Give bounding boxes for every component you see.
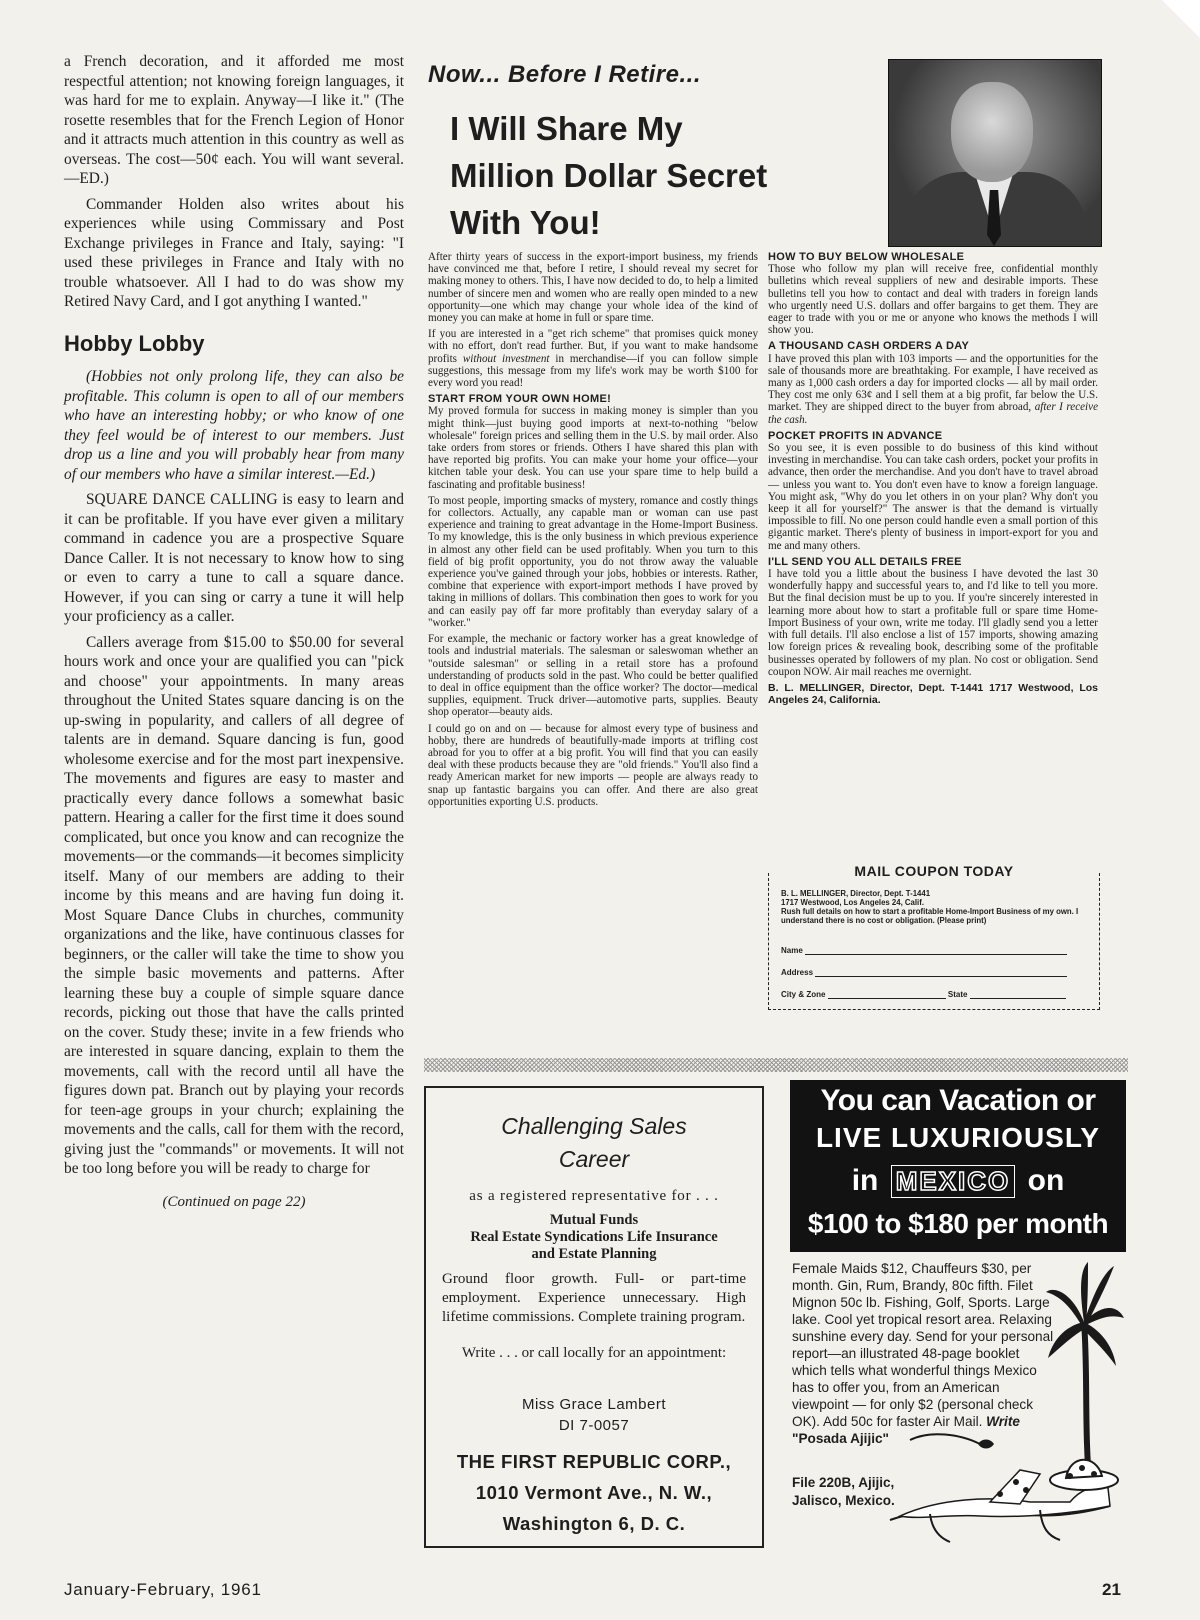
ad-paragraph: To most people, importing smacks of mystery, romance and costly things for collectors. Actually, any capable man or woman can use past experience and training to great advantage in the Home-Import Business. To my knowledge, this is the only business in which previous experience in almost any other field can be used profitably. When you turn to this field of big profit opportunity, you do not throw away the valuable experience you've gained through your jobs, hobbies or interests. Rather, combine that experience with export-import methods I have proved by taking in millions of dollars. This combination then goes to work for you and can easily pay off far more profitably than everyday salary of a "worker." [428,494,758,629]
siesta-figure-illustration [870,1410,1126,1550]
article-paragraph: a French decoration, and it afforded me most respectful attention; not knowing foreign languages, it was hard for me to explain. Anyway—I like it." (The rosette resembles that for the French Legion of Honor and it attracts much attention in this country as well as overseas. The cost—50¢ each. You will want several.—ED.) [64,53,404,187]
mexico-logo: MEXICO [891,1165,1016,1198]
sales-ad-products: Mutual Funds Real Estate Syndications Life Insurance and Estate Planning [470,1212,718,1262]
headline-line: With You! [450,204,601,241]
ad-signer: B. L. MELLINGER, Director, Dept. T-1441 1717 Westwood, Los Angeles 24, California. [768,681,1098,707]
article-column [64,52,404,1212]
article-paragraph: Callers average from $15.00 to $50.00 for several hours work and once your are qualified you can "pick and choose" your appointments. In many areas throughout the United States square dancing is on the up-swing in popularity, and callers of all degree of talents are in demand. Square dancing is fun, good wholesome exercise and for the most part inexpensive. The movements and figures are easy to master and practically every dance follows a somewhat basic pattern. Hearing a caller for the first time it does sound complicated, but once you know and can recognize the movements—or the commands—it becomes simplicity itself. Many of our members are adding to their income by this means and are having fun doing it. Most Square Dance Clubs in churches, community organizations and the like, have continuous classes for beginners, or the caller will take the time to show you the simple basic movements and patterns. After learning these buy a couple of simple square dance records, picking out those that have the calls printed on the cover. Study these; invite in a few friends who are interested in square dancing, explain to them the movements, call with the record until all have the figures down pat. Branch out by playing your records for teen-age groups in your church; explaining the movements and the calls, call for them with the record, giving just the "commands" or movements. It will not be too long before you will be ready to charge for [64,633,404,1177]
article-paragraph: SQUARE DANCE CALLING is easy to learn and it can be profitable. If you have ever given a military command in cadence you are a prospective Square Dance Caller. It is not necessary to know how to sing or even to carry a tune to call a square dance. However, if you can sing or carry a tune it will help your proficiency as a caller. [64,491,404,625]
ad-subheading: HOW TO BUY BELOW WHOLESALE [768,251,965,263]
ad-paragraph: I could go on and on — because for almost every type of business and hobby, there are hundreds of beautifully-made imports at trifling cost abroad for you to offer at a big profit. You will find that you can easily deal with these products because they are "old friends." You'll also find a ready American market for new imports — people are always ready to snap up fantastic bargains you can offer. And there are also great opportunities exporting U.S. products. [428,722,758,808]
page-number: 21 [1102,1580,1121,1599]
article-paragraph: Commander Holden also writes about his experiences while using Commissary and Post Exchange privileges in France and Italy, saying: "I used these privileges in France and Italy with no trouble whatsoever. All I had to do was show my Retired Navy Card, and I got anything I wanted." [64,195,404,310]
divider-rule [424,1058,1128,1072]
coupon-title: MAIL COUPON TODAY [846,863,1021,879]
coupon-city-field[interactable]: City & Zone State [781,989,1066,999]
sales-ad-subtitle: as a registered representative for . . . [469,1188,719,1204]
sales-ad-write: Write . . . or call locally for an appointment: [461,1345,727,1361]
ad-paragraph: After thirty years of success in the export-import business, my friends have convinced me that, before I retire, I should reveal my secret for making money to others. This, I have now decided to do, to help a limited number of sincere men and women who are really open minded to a new opportunity—one which may change your whole idea of the kind of money you can make at home in full or spare time. [428,251,758,325]
coupon-address: B. L. MELLINGER, Director, Dept. T-1441 1717 Westwood, Los Angeles 24, Calif. Rush full details on how to start a profitable Home-Import Business of my own. I understand there is no cost or obligation. (Please print) [781,889,1079,925]
coupon-address-field[interactable]: Address [781,967,1067,977]
ad-subheading: POCKET PROFITS IN ADVANCE [768,429,943,442]
ad-paragraph: If you are interested in a "get rich scheme" that promises quick money with no effort, don't read further. But, if you want to make handsome profits without investment in merchandise—if you can follow simple suggestions, this message from my life's work may be worth $100 for every word you read! [428,328,758,390]
ad-headline [450,105,870,246]
ad-paragraph: I have proved this plan with 103 imports — and the opportunities for the sale of thousands more are breathtaking. For example, I have received as many as 1,000 cash orders a day for imported clocks — all by mail order. They cost me only 63¢ and I sell them at a big profit, far below the U.S. market. They are shipped direct to the buyer from abroad, after I receive the cash. [768,352,1098,426]
mexico-address: File 220B, Ajijic, Jalisco, Mexico. [792,1475,895,1508]
continued-note: (Continued on page 22) [162,1193,306,1210]
ad-paragraph: For example, the mechanic or factory worker has a great knowledge of tools and industrial materials. The salesman or saleswoman whether an "outside salesman" or selling in a retail store has a profound understanding of products sold in the past. Who could be better qualified to deal in office equipment than the office worker? The doctor—medical supplies, equipment. Truck driver—automotive parts, supplies. Beauty shop operator—beauty aids. [428,633,758,719]
headline-line: Million Dollar Secret [450,157,768,194]
ad-subheading: I'LL SEND YOU ALL DETAILS FREE [768,555,962,568]
secret-advertisement [418,55,1130,1043]
ad-paragraph: Those who follow my plan will receive free, confidential monthly bulletins which reveal suppliers of new and desirable imports. These bulletins tell you how to contact and deal with traders in foreign lands who urgently need U.S. dollars and offer bargains to get them. They are eager to trade with you or me or anyone who knows the methods I will show you. [768,263,1098,337]
headline-line: I Will Share My [450,110,683,147]
ad-paragraph: I have told you a little about the business I have devoted the last 30 wonderfully happy and successful years to, and I'd like to tell you more. But the final decision must be up to you. If you're sincerely interested in learning more about how to start a profitable full or spare time Home-Import Business of your own, write me today. I'll gladly send you a letter with full details. I'll also enclose a list of 157 imports, showing amazing low foreign prices & revealing book, describing some of the profitable businesses operated by followers of my plan. No cost or obligation. Send coupon NOW. Air mail reaches me overnight. [768,568,1098,678]
portrait-photo [888,59,1102,247]
sales-ad-company: THE FIRST REPUBLIC CORP., 1010 Vermont Ave., N. W., Washington 6, D. C. [456,1451,732,1534]
ad-paragraph: My proved formula for success in making money is simpler than you might think—just buying good imports at next-to-nothing "below wholesale" foreign prices and selling them in the U.S. by mail order. Also take orders from stores or friends. Others I have shared this plan with have reported big profits. You can make your home your office—your kitchen table your desk. You can use your spare time to help build a fascinating and profitable business! [428,405,758,491]
torn-corner [1162,0,1200,38]
ad-subheading: A THOUSAND CASH ORDERS A DAY [768,340,970,353]
coupon-name-field[interactable]: Name [781,945,1067,955]
ad-body-left [428,251,758,812]
ad-kicker: Now... Before I Retire... [428,61,701,88]
sales-ad-title: Challenging Sales Career [501,1113,687,1172]
sales-ad-contact: Miss Grace Lambert DI 7-0057 [521,1396,667,1434]
issue-date: January-February, 1961 [64,1580,262,1599]
ad-paragraph: So you see, it is even possible to do business of this kind without investing in merchandise. You can take cash orders, pocket your profits in advance, then order the merchandise. And you don't have to travel abroad — unless you want to. You don't even have to know a foreign language. You might ask, "Why do you let others in on your plan? Why don't you keep it all for yourself?" The answer is that the demand is virtually impossible to fill. No one person could handle even a small portion of this gigantic market. There's plenty of business in import-export for you and me and many others. [768,442,1098,552]
editor-note: (Hobbies not only prolong life, they can also be profitable. This column is open to all of our members who have an interesting hobby; or who know of one they feel would be of interest to our members. Just drop us a line and you will probably hear from many of our members who have a similar interest.—Ed.) [64,368,404,483]
ad-subheading: START FROM YOUR OWN HOME! [428,393,612,406]
mexico-advertisement [790,1080,1126,1550]
sales-ad-description: Ground floor growth. Full- or part-time employment. Experience unnecessary. High lifetime commissions. Complete training program. [442,1271,746,1325]
ad-body-right [768,251,1098,710]
mexico-banner: You can Vacation or LIVE LUXURIOUSLY in MEXICO on $100 to $180 per month [790,1080,1126,1252]
section-heading: Hobby Lobby [64,330,205,356]
sales-career-advertisement [424,1086,764,1548]
mexico-body: Female Maids $12, Chauffeurs $30, per month. Gin, Rum, Brandy, 80c fifth. Filet Mignon 50c lb. Fishing, Golf, Sports. Large lake. Cool yet tropical resort area. Relaxing sunshine every day. Send for your personal report—an illustrated 48-page booklet which tells what wonderful things Mexico has to offer you, from an American viewpoint — for only $2 (personal check OK). Add 50c for faster Air Mail. Write "Posada Ajijic" [792,1261,1054,1446]
mail-coupon [768,863,1100,1010]
